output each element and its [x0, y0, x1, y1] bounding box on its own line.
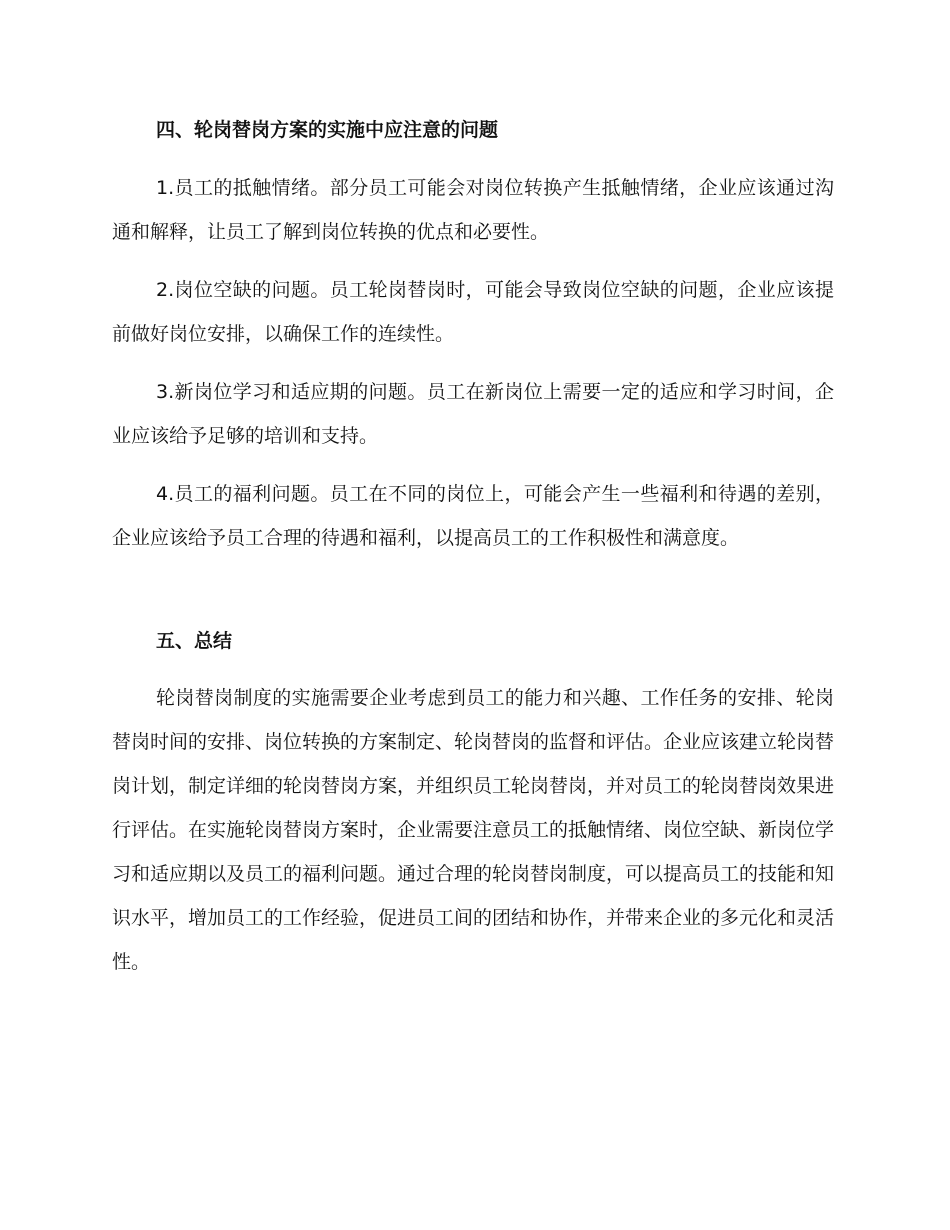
section-heading-4: 四、轮岗替岗方案的实施中应注意的问题 [156, 119, 499, 141]
paragraph-welfare: 4.员工的福利问题。员工在不同的岗位上，可能会产生一些福利和待遇的差别，企业应该给予员工合理的待遇和福利，以提高员工的工作积极性和满意度。 [112, 483, 834, 549]
paragraph-summary: 轮岗替岗制度的实施需要企业考虑到员工的能力和兴趣、工作任务的安排、轮岗替岗时间的安排、岗位转换的方案制定、轮岗替岗的监督和评估。企业应该建立轮岗替岗计划，制定详细的轮岗替岗方案，并组织员工轮岗替岗，并对员工的轮岗替岗效果进行评估。在实施轮岗替岗方案时，企业需要注意员工的抵触情绪、岗位空缺、新岗位学习和适应期以及员工的福利问题。通过合理的轮岗替岗制度，可以提高员工的技能和知识水平，增加员工的工作经验，促进员工间的团结和协作，并带来企业的多元化和灵活性。 [112, 687, 835, 973]
paragraph-vacancy: 2.岗位空缺的问题。员工轮岗替岗时，可能会导致岗位空缺的问题，企业应该提前做好岗位安排，以确保工作的连续性。 [112, 279, 834, 345]
paragraph-adaptation: 3.新岗位学习和适应期的问题。员工在新岗位上需要一定的适应和学习时间，企业应该给予足够的培训和支持。 [112, 381, 834, 447]
section-heading-5: 五、总结 [156, 630, 233, 652]
paragraph-resistance: 1.员工的抵触情绪。部分员工可能会对岗位转换产生抵触情绪，企业应该通过沟通和解释，让员工了解到岗位转换的优点和必要性。 [112, 177, 834, 243]
